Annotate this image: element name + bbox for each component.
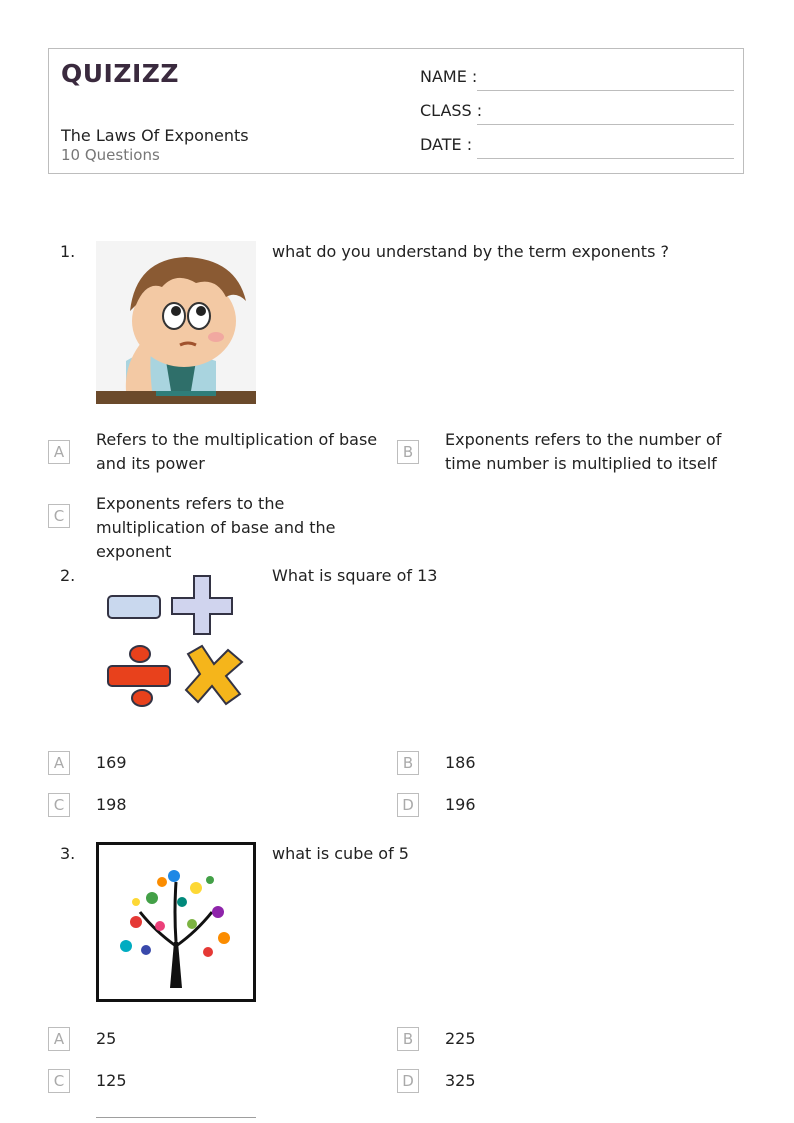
- next-question-divider: [96, 1117, 256, 1118]
- name-field[interactable]: [420, 65, 734, 91]
- option-text[interactable]: 325: [445, 1071, 476, 1090]
- option-text[interactable]: 225: [445, 1029, 476, 1048]
- option-text[interactable]: 198: [96, 795, 127, 814]
- class-line[interactable]: [477, 124, 734, 125]
- option-text[interactable]: 186: [445, 753, 476, 772]
- question-count: 10 Questions: [61, 146, 160, 164]
- option-text[interactable]: 125: [96, 1071, 127, 1090]
- option-text[interactable]: 196: [445, 795, 476, 814]
- name-label: NAME :: [420, 67, 478, 86]
- date-field[interactable]: [420, 133, 734, 159]
- option-letter-d: D: [397, 1069, 419, 1093]
- option-letter-c: C: [48, 793, 70, 817]
- option-letter-c: C: [48, 1069, 70, 1093]
- question-2-number: 2.: [60, 566, 76, 585]
- class-field[interactable]: [420, 99, 734, 125]
- option-text[interactable]: Exponents refers to the number of time number is multiplied to itself: [445, 430, 722, 473]
- option-letter-c: C: [48, 504, 70, 528]
- option-letter-a: A: [48, 440, 70, 464]
- option-text[interactable]: Exponents refers to the multiplication of base and the exponent: [96, 494, 336, 561]
- option-text[interactable]: 25: [96, 1029, 117, 1048]
- question-1-text: what do you understand by the term exponents ?: [272, 242, 669, 261]
- number-tree-icon: [96, 842, 256, 1002]
- class-label: CLASS :: [420, 101, 483, 120]
- option-text[interactable]: Refers to the multiplication of base and its power: [96, 430, 378, 473]
- math-symbols-icon: [96, 566, 256, 729]
- worksheet-header: [48, 48, 744, 174]
- thinking-boy-icon: [96, 241, 256, 404]
- question-3-text: what is cube of 5: [272, 844, 409, 863]
- option-text[interactable]: 169: [96, 753, 127, 772]
- question-3-number: 3.: [60, 844, 76, 863]
- quizizz-logo: QUIZIZZ: [61, 59, 180, 88]
- option-letter-b: B: [397, 1027, 419, 1051]
- option-letter-b: B: [397, 751, 419, 775]
- option-letter-a: A: [48, 751, 70, 775]
- worksheet-title: The Laws Of Exponents: [61, 126, 249, 145]
- option-letter-b: B: [397, 440, 419, 464]
- date-label: DATE :: [420, 135, 473, 154]
- name-line[interactable]: [477, 90, 734, 91]
- question-1-number: 1.: [60, 242, 76, 261]
- date-line[interactable]: [477, 158, 734, 159]
- question-2-text: What is square of 13: [272, 566, 438, 585]
- option-letter-d: D: [397, 793, 419, 817]
- option-letter-a: A: [48, 1027, 70, 1051]
